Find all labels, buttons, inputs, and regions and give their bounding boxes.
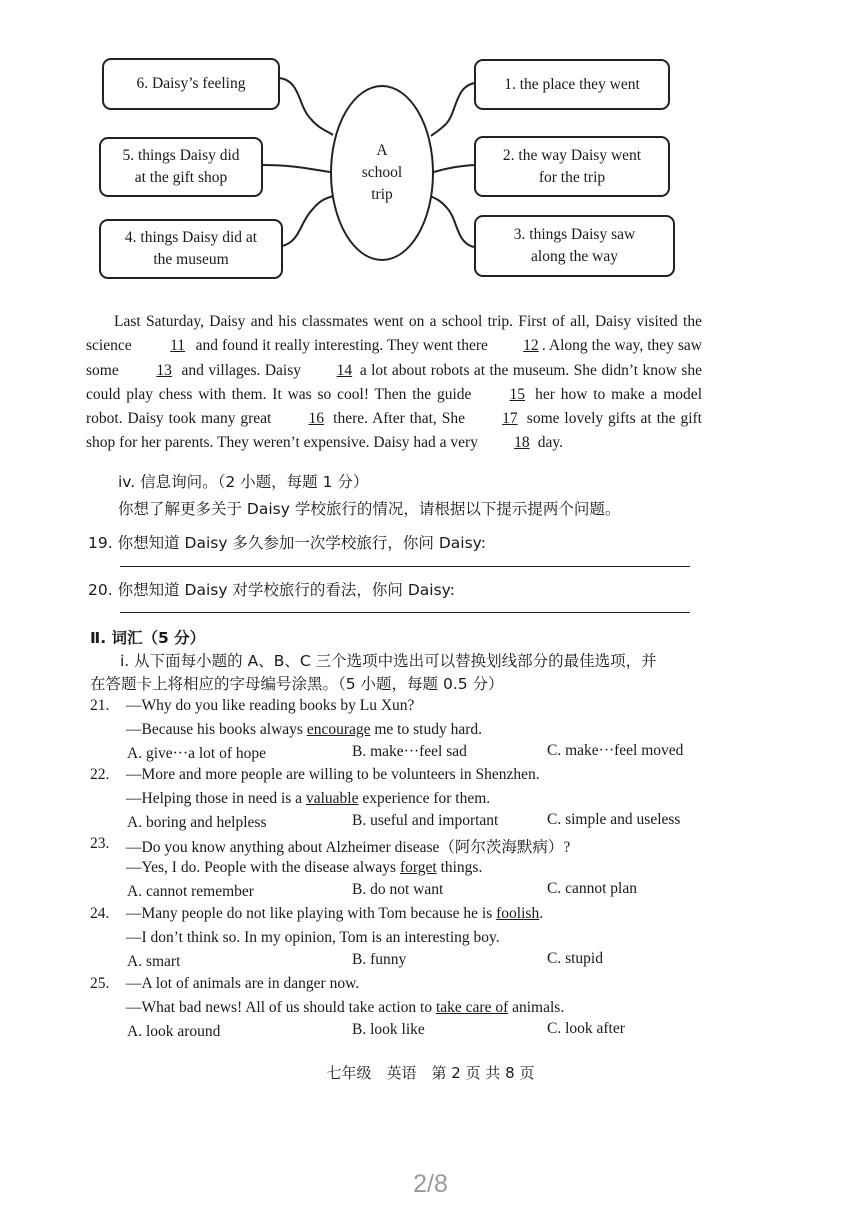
option-b: B. useful and important bbox=[352, 812, 499, 829]
mindmap-box-feeling bbox=[102, 58, 280, 110]
section-iv-title: iv. 信息询问。（2 小题，每题 1 分） bbox=[118, 473, 369, 491]
passage-text: Last Saturday, Daisy and his classmates went on a school trip. First of all, Daisy visited the science bbox=[86, 313, 702, 355]
passage-text: and found it really interesting. They went there bbox=[191, 337, 492, 355]
mindmap-center-text: school bbox=[361, 164, 403, 181]
reading-passage bbox=[86, 310, 702, 456]
question-prompt bbox=[126, 905, 543, 923]
mindmap-center-text: A bbox=[376, 142, 388, 159]
response-text: experience for them. bbox=[358, 790, 491, 807]
mindmap-box-place bbox=[474, 59, 670, 110]
answer-line-20[interactable] bbox=[120, 612, 690, 613]
response-text: —Because his books always bbox=[126, 721, 307, 738]
mindmap-center-text: trip bbox=[371, 186, 393, 203]
question-prompt bbox=[126, 766, 540, 784]
prompt-text: —Do you know anything about Alzheimer disease（阿尔茨海默病）? bbox=[126, 839, 571, 856]
mindmap-box-text: 4. things Daisy did at bbox=[124, 229, 258, 246]
response-text: me to study hard. bbox=[370, 721, 482, 738]
mindmap-box-text: 1. the place they went bbox=[504, 75, 640, 93]
option-c: C. look after bbox=[547, 1020, 625, 1037]
blank-18: 18 bbox=[514, 434, 530, 452]
question-response bbox=[126, 721, 482, 739]
question-number: 24. bbox=[90, 905, 110, 922]
section-iv-instruction: 你想了解更多关于 Daisy 学校旅行的情况，请根据以下提示提两个问题。 bbox=[118, 500, 621, 518]
option-c: C. stupid bbox=[547, 950, 603, 967]
question-20: 20. 你想知道 Daisy 对学校旅行的看法，你问 Daisy: bbox=[88, 581, 455, 599]
response-text: animals. bbox=[508, 999, 565, 1016]
page-indicator: 2/8 bbox=[413, 1170, 448, 1198]
passage-text: . Along the way, they saw some bbox=[86, 337, 702, 379]
option-a: A. boring and helpless bbox=[127, 814, 267, 831]
question-response bbox=[126, 929, 500, 947]
option-c: C. cannot plan bbox=[547, 880, 637, 897]
answer-line-19[interactable] bbox=[120, 566, 690, 567]
underlined-word: foolish bbox=[496, 905, 540, 922]
question-number: 23. bbox=[90, 835, 110, 852]
mindmap-box-text: 2. the way Daisy went bbox=[502, 146, 642, 164]
underlined-word: encourage bbox=[306, 721, 371, 738]
mindmap-box-text: along the way bbox=[531, 248, 618, 265]
option-a: A. look around bbox=[127, 1023, 221, 1040]
prompt-text: . bbox=[539, 905, 544, 922]
question-response bbox=[126, 859, 482, 877]
blank-11: 11 bbox=[170, 337, 186, 355]
option-a: A. smart bbox=[127, 953, 181, 970]
question-prompt bbox=[126, 835, 570, 857]
blank-14: 14 bbox=[336, 361, 353, 379]
prompt-text: —Why do you like reading books by Lu Xun? bbox=[126, 697, 415, 714]
response-text: —I don’t think so. In my opinion, Tom is an interesting boy. bbox=[126, 929, 500, 946]
passage-text: a lot about robots at the museum. She didn’t know she could play chess with them. It was so cool! Then the guide bbox=[86, 361, 702, 403]
underlined-word: take care of bbox=[435, 999, 509, 1016]
question-19: 19. 你想知道 Daisy 多久参加一次学校旅行，你问 Daisy: bbox=[88, 534, 486, 552]
option-c: C. make···feel moved bbox=[547, 742, 684, 759]
mindmap-box-museum bbox=[99, 219, 283, 279]
question-response bbox=[126, 999, 564, 1017]
underlined-word: forget bbox=[399, 859, 437, 876]
response-text: —What bad news! All of us should take action to bbox=[126, 999, 436, 1016]
option-b: B. make···feel sad bbox=[352, 743, 467, 760]
prompt-text: —Many people do not like playing with Tom because he is bbox=[126, 905, 497, 922]
response-text: things. bbox=[436, 859, 483, 876]
response-text: —Helping those in need is a bbox=[126, 790, 306, 807]
question-response bbox=[126, 790, 490, 808]
passage-text: and villages. Daisy bbox=[177, 361, 306, 379]
mindmap-center bbox=[330, 85, 434, 261]
mindmap-box-gift-shop bbox=[99, 137, 263, 197]
option-a: A. cannot remember bbox=[127, 883, 254, 900]
passage-text: some lovely gifts at the gift shop for her parents. They weren’t expensive. Daisy had a very bbox=[86, 410, 702, 452]
passage-text: day. bbox=[533, 434, 563, 452]
mindmap-box-saw bbox=[474, 215, 675, 277]
question-prompt bbox=[126, 697, 414, 715]
section-ii-title: Ⅱ. 词汇（5 分） bbox=[90, 629, 206, 647]
blank-16: 16 bbox=[308, 410, 325, 428]
option-b: B. funny bbox=[352, 951, 407, 968]
response-text: —Yes, I do. People with the disease always bbox=[126, 859, 400, 876]
option-b: B. look like bbox=[352, 1021, 425, 1038]
question-number: 25. bbox=[90, 975, 110, 992]
question-number: 21. bbox=[90, 697, 110, 714]
blank-15: 15 bbox=[509, 385, 526, 403]
section-ii-instruction-2: 在答题卡上将相应的字母编号涂黑。（5 小题，每题 0.5 分） bbox=[90, 675, 504, 693]
mindmap-box-text: 3. things Daisy saw bbox=[513, 226, 636, 243]
page-footer: 七年级 英语 第 2 页 共 8 页 bbox=[326, 1064, 535, 1082]
section-ii-instruction-1: i. 从下面每小题的 A、B、C 三个选项中选出可以替换划线部分的最佳选项，并 bbox=[120, 652, 657, 670]
mindmap-box-text: 5. things Daisy did bbox=[122, 147, 240, 164]
underlined-word: valuable bbox=[305, 790, 359, 807]
question-prompt bbox=[126, 975, 359, 993]
question-number: 22. bbox=[90, 766, 110, 783]
passage-text: there. After that, She bbox=[328, 410, 470, 428]
mindmap-box-way bbox=[474, 136, 670, 197]
option-b: B. do not want bbox=[352, 881, 444, 898]
blank-13: 13 bbox=[156, 361, 172, 379]
mindmap-box-text: the museum bbox=[153, 251, 229, 268]
blank-17: 17 bbox=[502, 410, 518, 428]
mindmap-box-text: at the gift shop bbox=[134, 169, 228, 186]
option-c: C. simple and useless bbox=[547, 811, 681, 828]
prompt-text: —A lot of animals are in danger now. bbox=[126, 975, 360, 992]
prompt-text: —More and more people are willing to be volunteers in Shenzhen. bbox=[126, 766, 540, 783]
option-a: A. give···a lot of hope bbox=[127, 745, 267, 762]
mindmap-box-text: 6. Daisy’s feeling bbox=[136, 75, 246, 92]
blank-12: 12 bbox=[523, 337, 539, 355]
passage-text: her how to make a model robot. Daisy took many great bbox=[86, 385, 702, 428]
mindmap-box-text: for the trip bbox=[538, 168, 606, 186]
